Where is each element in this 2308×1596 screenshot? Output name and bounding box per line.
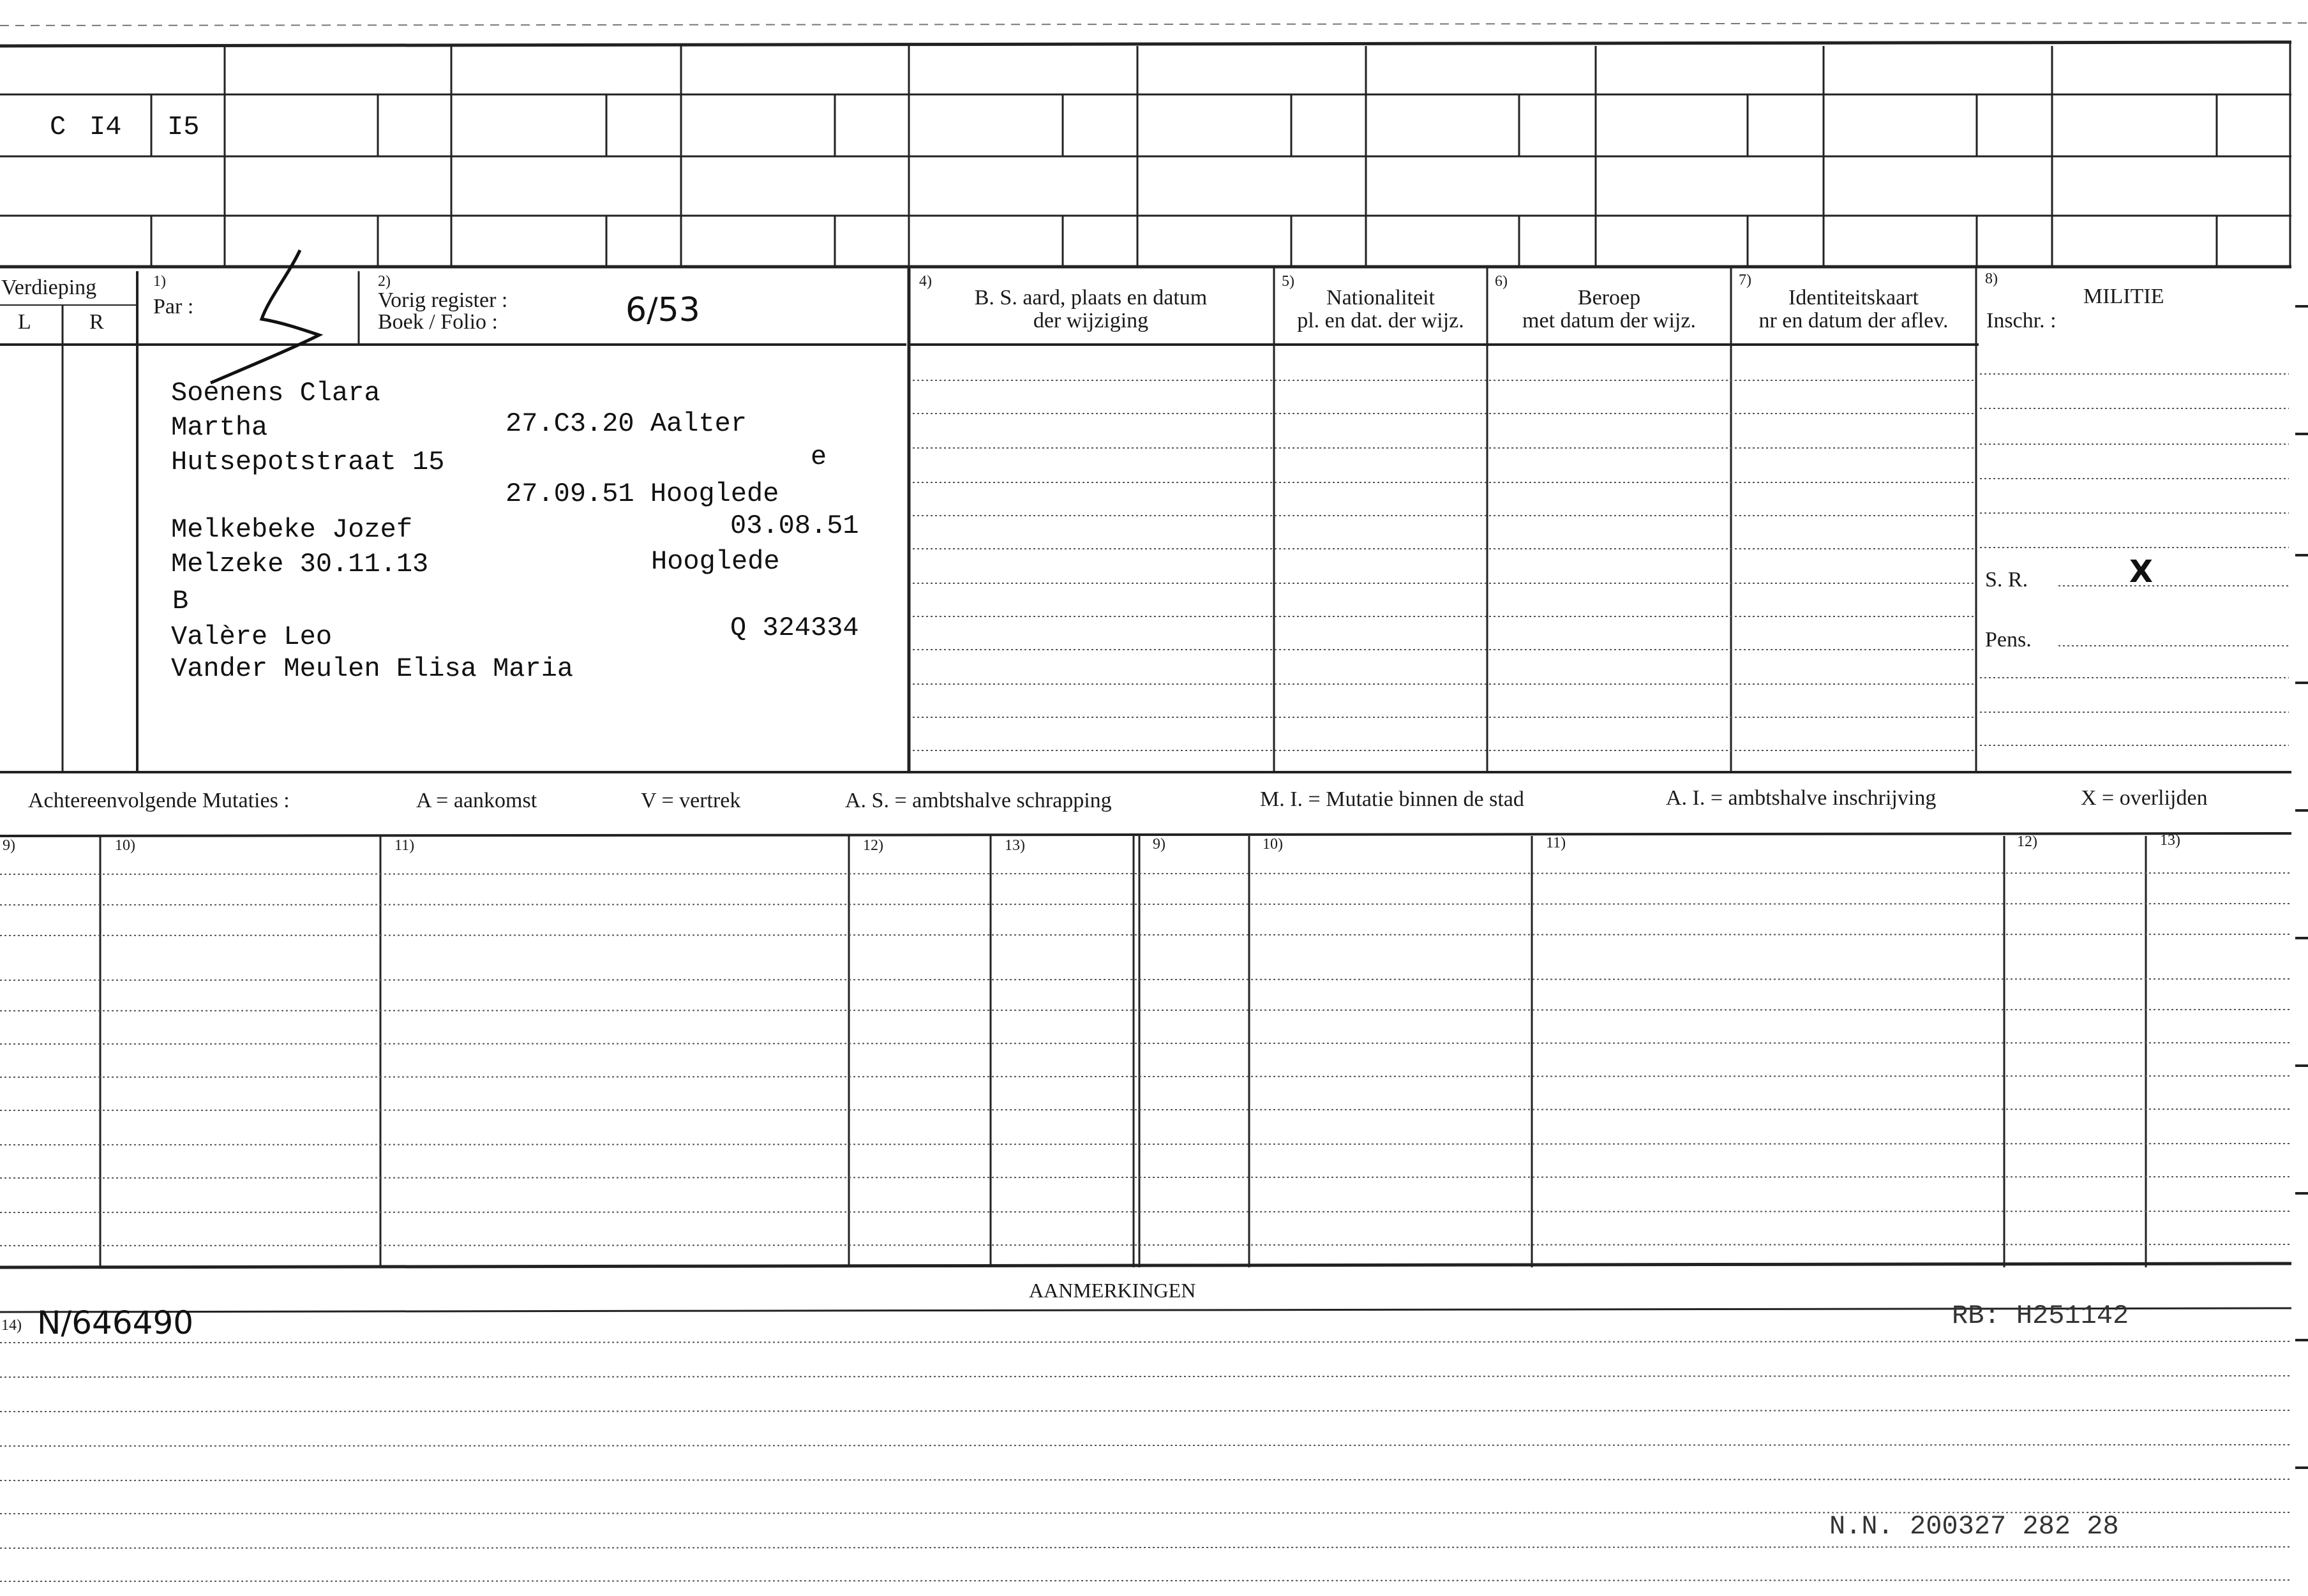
sr-value: X <box>2129 554 2154 590</box>
mut-col-10: 10) <box>115 837 135 854</box>
legend-mutatie: M. I. = Mutatie binnen de stad <box>1260 787 1524 811</box>
entry-first-name: Martha <box>171 412 268 443</box>
code-i5: I5 <box>167 112 200 142</box>
mutaties-legend-title: Achtereenvolgende Mutaties : <box>28 789 290 812</box>
entry-spouse-birth: Melzeke 30.11.13 <box>171 549 429 579</box>
vorig-register-label: Vorig register : <box>378 288 508 312</box>
legend-inschrijving: A. I. = ambtshalve inschrijving <box>1666 786 1937 810</box>
mut-col-11: 11) <box>394 837 415 854</box>
col7-number: 7) <box>1739 272 1751 288</box>
col6-number: 6) <box>1495 273 1508 290</box>
inschr-label: Inschr. : <box>1986 309 2057 332</box>
entry-date2: 03.08.51 <box>730 511 859 541</box>
remarks-rb-code: RB: H251142 <box>1952 1301 2129 1331</box>
entry-mother: Vander Meulen Elisa Maria <box>171 653 574 684</box>
col5-number: 5) <box>1282 273 1294 290</box>
entry-name: Soenens Clara <box>171 378 380 408</box>
mut-col-10b: 10) <box>1263 836 1283 853</box>
col6-label-1: Beroep <box>1577 286 1641 310</box>
entry-father: Valère Leo <box>171 622 333 652</box>
col8-number: 8) <box>1985 271 1998 287</box>
entry-marriage: 27.09.51 Hooglede <box>506 479 779 509</box>
legend-aankomst: A = aankomst <box>416 789 537 812</box>
mut-col-12: 12) <box>863 837 883 854</box>
col2-number: 2) <box>378 273 391 290</box>
col1-number: 1) <box>153 273 166 290</box>
col1-par-label: Par : <box>153 295 194 318</box>
mut-col-13b: 13) <box>2160 832 2180 849</box>
legend-vertrek: V = vertrek <box>641 789 741 812</box>
mut-col-9: 9) <box>3 837 15 854</box>
entry-address: Hutsepotstraat 15 <box>171 447 445 477</box>
sr-label: S. R. <box>1985 568 2028 592</box>
col4-label-2: der wijziging <box>1033 309 1149 332</box>
boek-folio-label: Boek / Folio : <box>378 310 498 334</box>
entry-place2: Hooglede <box>651 546 780 577</box>
legend-overlijden: X = overlijden <box>2081 786 2208 810</box>
boek-folio-value: 6/53 <box>626 291 700 329</box>
verdieping-r: R <box>89 310 104 334</box>
aanmerkingen-title: AANMERKINGEN <box>1029 1279 1196 1302</box>
entry-b: B <box>172 586 189 616</box>
mut-col-13: 13) <box>1005 837 1025 854</box>
verdieping-label: Verdieping <box>1 276 97 299</box>
entry-idcard: Q 324334 <box>730 613 859 643</box>
militie-title: MILITIE <box>2083 285 2164 308</box>
entry-e: e <box>811 442 827 472</box>
verdieping-l: L <box>18 310 31 334</box>
code-i4: I4 <box>89 112 122 142</box>
legend-schrapping: A. S. = ambtshalve schrapping <box>845 789 1112 812</box>
entry-spouse: Melkebeke Jozef <box>171 514 413 545</box>
remarks-nn-code: N.N. 200327 282 28 <box>1829 1511 2119 1542</box>
pens-label: Pens. <box>1985 628 2032 652</box>
handwritten-scrawl-icon <box>211 250 319 383</box>
col7-label-1: Identiteitskaart <box>1788 286 1919 310</box>
col4-number: 4) <box>919 273 932 290</box>
col7-label-2: nr en datum der aflev. <box>1758 309 1949 332</box>
remarks-number: 14) <box>1 1317 22 1334</box>
entry-birth: 27.C3.20 Aalter <box>506 408 747 439</box>
mut-col-9b: 9) <box>1153 836 1165 853</box>
col5-label-1: Nationaliteit <box>1326 286 1435 310</box>
remarks-national-number: N/646490 <box>37 1304 194 1341</box>
col4-label-1: B. S. aard, plaats en datum <box>974 286 1208 310</box>
mut-col-11b: 11) <box>1546 835 1566 851</box>
code-c: C <box>50 112 66 142</box>
mut-col-12b: 12) <box>2017 833 2037 850</box>
col6-label-2: met datum der wijz. <box>1522 309 1696 332</box>
col5-label-2: pl. en dat. der wijz. <box>1297 309 1464 332</box>
